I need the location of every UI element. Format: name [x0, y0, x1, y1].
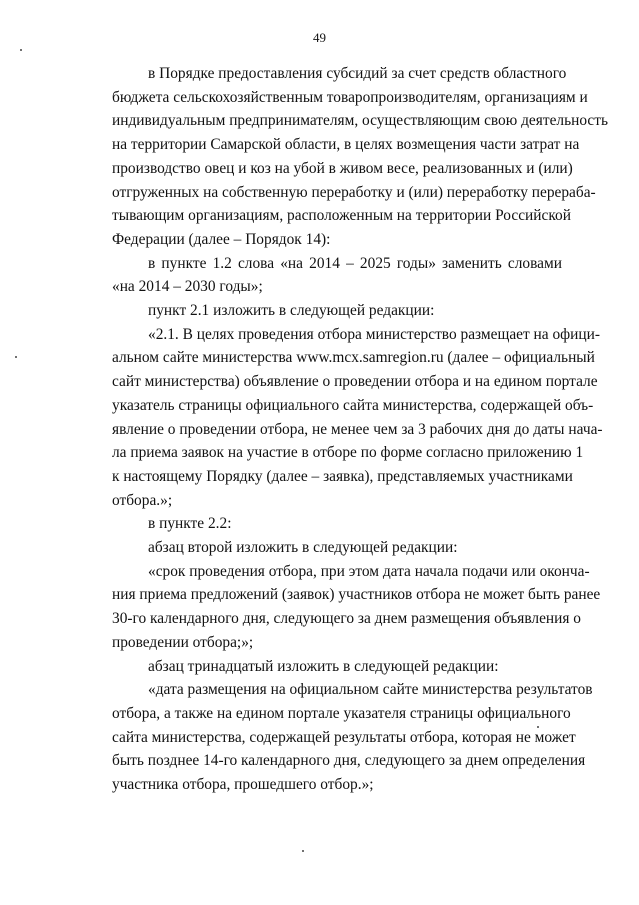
paragraph-thirteenth-abzac-text [78, 678, 593, 797]
text-line: в пункте 1.2 слова «на 2014 – 2025 годы» заменить словами [148, 254, 562, 272]
text-line: сайт министерства) объявление о проведении отбора и на едином портале [112, 373, 598, 391]
paragraph-order-14 [78, 62, 608, 252]
text-line: «на 2014 – 2030 годы»; [112, 278, 263, 296]
text-line: к настоящему Порядку (далее – заявка), представляемых участниками [112, 467, 573, 485]
paragraph-second-abzac-text [78, 560, 601, 655]
text-line: ла приема заявок на участие в отборе по форме согласно приложению 1 [112, 444, 584, 462]
paragraph-item-2-1-intro [78, 299, 562, 323]
text-line: абзац тринадцатый изложить в следующей редакции: [148, 657, 499, 675]
text-line: тывающим организациям, расположенным на территории Российской [112, 207, 571, 225]
document-body [78, 62, 608, 797]
text-line: индивидуальным предпринимателям, осуществляющим свою деятельность [112, 112, 608, 130]
scan-speck [15, 356, 17, 358]
text-line: отгруженных на собственную переработку и (или) переработку перераба- [112, 183, 596, 201]
text-line: отбора.»; [112, 491, 173, 509]
text-line: «срок проведения отбора, при этом дата начала подачи или оконча- [148, 562, 590, 580]
text-line: быть позднее 14-го календарного дня, следующего за днем определения [112, 752, 586, 770]
scan-speck [302, 850, 304, 852]
text-line: пункт 2.1 изложить в следующей редакции: [148, 302, 435, 320]
text-line: «дата размещения на официальном сайте министерства результатов [148, 681, 593, 699]
text-line: альном сайте министерства www.mcx.samregion.ru (далее – официальный [112, 349, 595, 367]
text-line: производство овец и коз на убой в живом весе, реализованных и (или) [112, 159, 573, 177]
text-line: в пункте 2.2: [148, 515, 232, 533]
paragraph-item-2-2 [78, 512, 562, 536]
text-line: ния приема предложений (заявок) участников отбора не может быть ранее [112, 586, 601, 604]
paragraph-second-abzac-intro [78, 536, 562, 560]
paragraph-item-1-2 [78, 252, 562, 299]
page-number: 49 [313, 30, 326, 45]
scan-speck [20, 49, 22, 51]
text-line: в Порядке предоставления субсидий за счет средств областного [148, 65, 567, 82]
text-line: «2.1. В целях проведения отбора министерство размещает на офици- [148, 325, 600, 343]
paragraph-thirteenth-abzac-intro [78, 655, 562, 679]
text-line: участника отбора, прошедшего отбор.»; [112, 776, 374, 794]
text-line: 30-го календарного дня, следующего за днем размещения объявления о [112, 610, 581, 628]
text-line: сайта министерства, содержащей результаты отбора, которая не может [112, 728, 576, 746]
text-line: отбора, а также на едином портале указателя страницы официального [112, 704, 571, 722]
paragraph-item-2-1-text [78, 323, 603, 513]
text-line: указатель страницы официального сайта министерства, содержащей объ- [112, 396, 594, 414]
text-line: абзац второй изложить в следующей редакции: [148, 539, 458, 557]
text-line: явление о проведении отбора, не менее чем за 3 рабочих дня до даты нача- [112, 420, 603, 438]
text-line: бюджета сельскохозяйственным товаропроизводителям, организациям и [112, 88, 588, 106]
text-line: на территории Самарской области, в целях возмещения части затрат на [112, 136, 580, 154]
text-line: Федерации (далее – Порядок 14): [112, 230, 331, 248]
text-line: проведении отбора;»; [112, 633, 254, 651]
scan-speck [537, 726, 539, 728]
